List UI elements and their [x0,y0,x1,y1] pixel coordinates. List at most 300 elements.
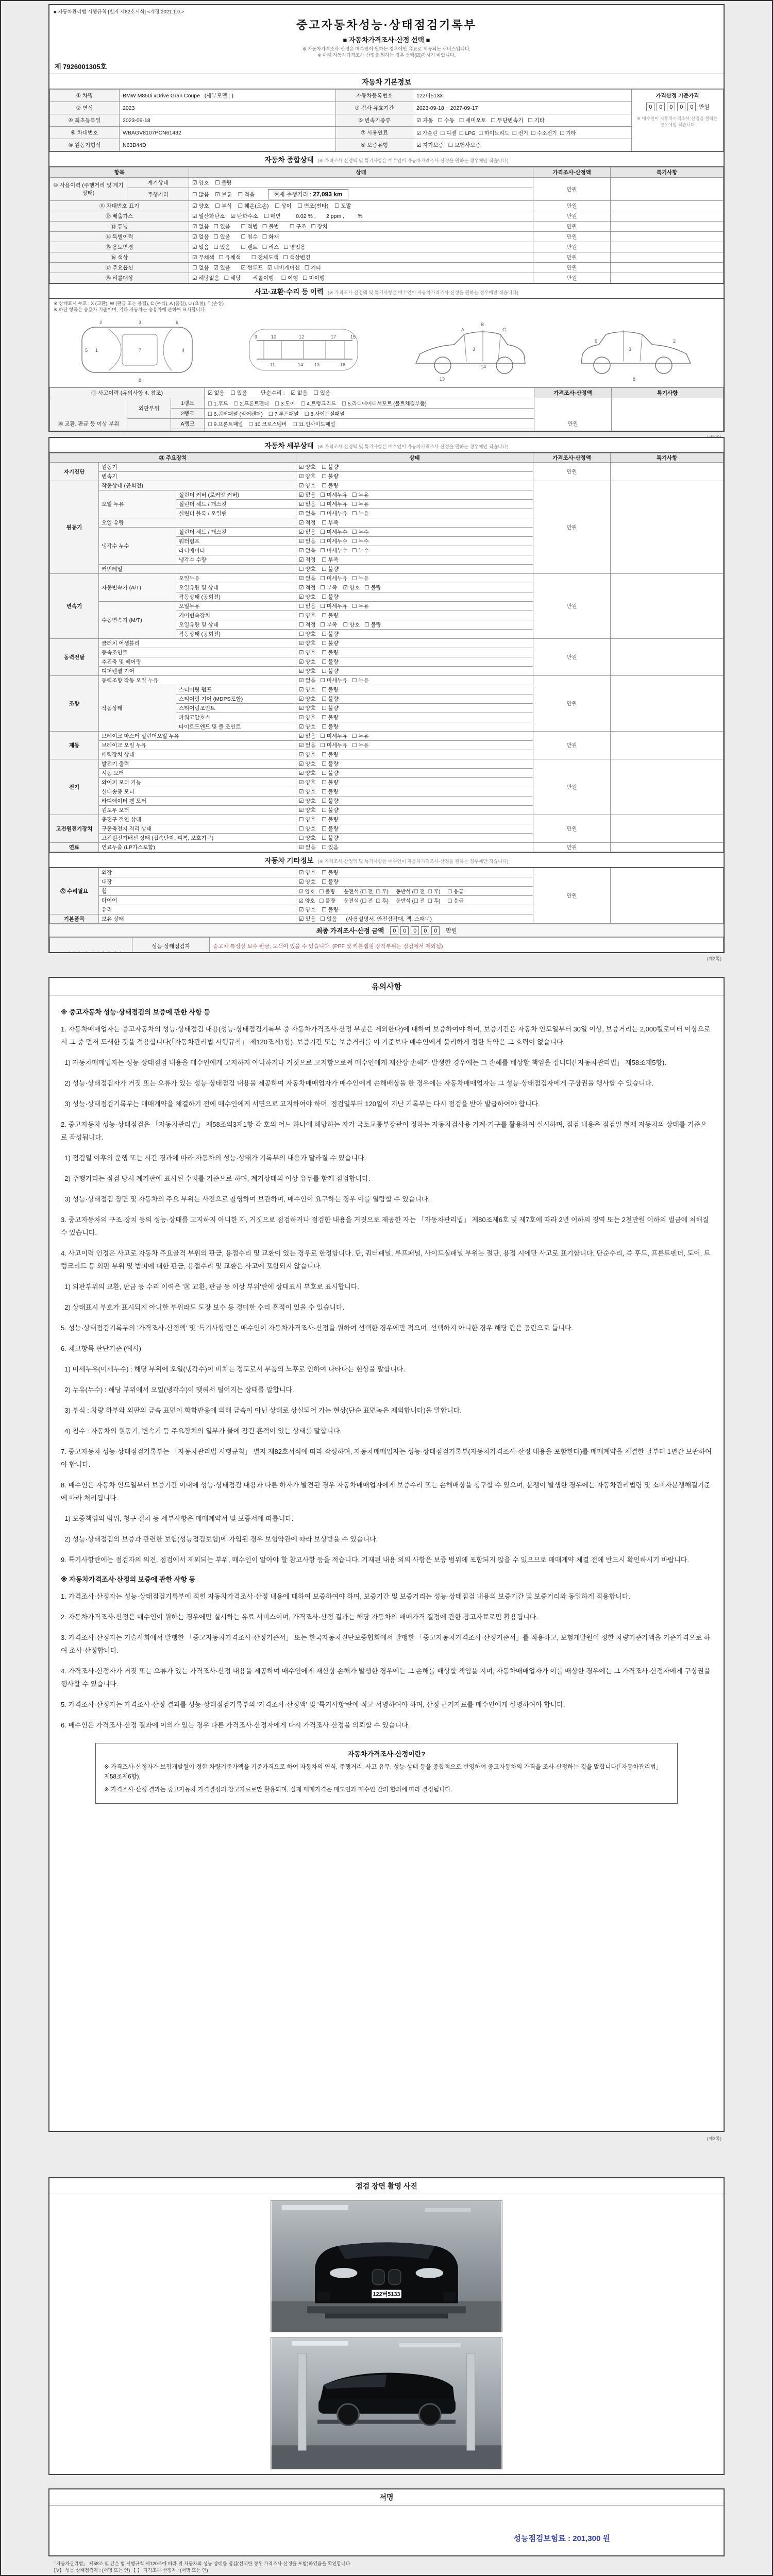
notices-title: 유의사항 [49,978,724,995]
part-cell: 실린더 커버 (로커암 커버) [176,490,296,500]
price-digit-box: 0 [657,103,665,111]
price-digit-box: 0 [677,103,685,111]
svg-text:3: 3 [472,347,475,352]
state-cell: ☑ 없음 ☐ 미세누유 ☐ 누유 [296,500,533,509]
svg-text:3: 3 [628,347,631,352]
notice-item: 3) 성능·상태점검기록부는 매매계약을 체결하기 전에 매수인에게 서면으로 고지하여야 하며, 점검일부터 120일이 지난 기록부는 다시 점검을 받아 발급하여야 합니다. [61,1100,540,1108]
part-cell: 휠 [99,887,296,896]
table-header-row [50,167,724,178]
part-cell: 윈도우 모터 [99,806,296,815]
notice-item: 9. 특기사항란에는 점검자의 의견, 점검에서 제외되는 부위, 매수인이 알아야 할 참고사항 등을 적습니다. 기재된 내용 외의 사항은 보증 범위에 포함되지 않을 수 있으므로 매매계약 체결 전에 반드시 확인하시기 바랍니다. [61,1556,689,1564]
state-cell: ☑ 양호 ☐ 불량 [296,877,533,887]
state-cell: ☐ 양호 ☐ 불량 [296,565,533,574]
column-header: ㉑ 주요장치 [50,453,296,463]
part-cell: 실린더 헤드 / 개스킷 [176,500,296,509]
notice-item: 1) 보증책임의 범위, 청구 절차 등 세부사항은 매매계약서 및 보증서에 따릅니다. [61,1515,294,1522]
note-cell [611,463,724,481]
label-cell: ④ 최초등록일 [50,114,120,127]
column-header: 가격조사·산정액 [533,167,611,178]
notice-item: 2) 누유(누수) : 해당 부위에서 오일(냉각수)이 맺혀서 떨어지는 상태를 말합니다. [61,1386,294,1394]
part-cell: 실린더 헤드 / 개스킷 [176,528,296,537]
price-cell: 만원 [533,732,611,759]
label-cell: ⑱ 리콜대상 [50,273,189,283]
part-cell: 배력장치 상태 [99,750,296,759]
base-price-digits [635,103,720,111]
definition-item: ※ 가격조사·산정자가 보험개발원이 정한 차량기준가액을 기준가격으로 하여 자동차의 연식, 주행거리, 사고 유무, 성능·상태 등을 종합적으로 반영하여 중고자동차의 가격을 조사·산정하는 것을 말합니다(「자동차관리법」 제58조제6항). [104,1764,664,1780]
label-cell: ③ 검사 유효기간 [336,102,413,114]
rank-cell [171,429,205,432]
state-code-legend: ※ 상태표시 부호 : X (교환), W (판금 또는 용접), C (부식), A (흠집), U (요철), T (손상) [54,301,224,306]
state-cell: ☑ 없음 ☐ 미세누유 ☐ 누유 [296,676,533,685]
car-diagram-area [49,299,724,387]
state-cell: ☑ 해당없음 ☐ 해당 리콜이행 : ☐ 이행 ☐ 미이행 [189,273,533,283]
state-cell: ☑ 없음 ☐ 미세누유 ☐ 누유 [296,509,533,518]
overall-state-row [50,273,724,283]
definition-item: ※ 가격조사·산정 결과는 중고자동차 가격결정의 참고자료로만 활용되며, 실제 매매가격은 매도인과 매수인 간의 합의에 따라 결정됩니다. [104,1787,452,1793]
svg-text:14: 14 [480,364,486,369]
engine-type-cell: N63B44D [120,139,336,151]
price-cell: 만원 [533,201,611,211]
item-cell: 커먼레일 [99,565,296,574]
part-cell: 스티어링 펌프 [176,685,296,694]
rank-items-cell [205,429,534,432]
notice-item: 2. 자동차가격조사·산정은 매수인이 원하는 경우에만 실시하는 유료 서비스이며, 가격조사·산정 결과는 해당 자동차의 매매가격 결정에 관한 참고자료로만 활용됩니다. [61,1613,538,1621]
label-cell: ① 차명 [50,90,120,102]
part-cell: 동력조향 작동 오일 누유 [99,676,296,685]
overall-state-row [50,242,724,252]
part-cell: 냉각수 수량 [176,555,296,565]
group-cell: 원동기 [50,481,99,574]
photos-section-title: 점검 장면 촬영 사진 [49,2178,724,2194]
item-cell: 작동상태 (공회전) [99,481,296,490]
registration-number-cell: 122버5133 [413,90,632,102]
notices-box [48,977,725,2132]
state-cell: ☑ 일산화탄소 ☑ 탄화수소 ☐ 매연 0.02 % , 2 ppm , % [189,211,533,222]
part-cell: 내장 [99,877,296,887]
state-cell: ☐ 양호 ☐ 불량 [296,834,533,843]
column-header: 가격조사·산정액 [534,388,612,398]
part-cell: 오일유량 및 상태 [176,583,296,592]
section-title-etc-info: 자동차 기타정보 (※ 가격조사·산정액 및 특기사항은 매수인이 자동차가격조사·산정을 원하는 경우에만 적습니다) [49,852,724,868]
state-cell: ☑ 양호 ☐ 불량 [296,722,533,732]
notice-item: 3) 성능·상태점검 장면 및 자동차의 주요 부위는 사진으로 촬영하여 보관하며, 매수인이 요구하는 경우 이를 열람할 수 있습니다. [61,1195,430,1203]
item-cell: 계기상태 [127,178,189,188]
notice-item: 1. 가격조사·산정자는 성능·상태점검기록부에 적힌 자동차가격조사·산정 내용에 대하여 보증하여야 하며, 보증기간 및 보증거리는 성능·상태점검 내용의 보증기간 및 보증거리와 동일하게 적용합니다. [61,1592,631,1600]
notice-item: 4. 사고이력 인정은 사고로 자동차 주요골격 부위의 판금, 용접수리 및 교환이 있는 경우로 한정합니다. 단, 쿼터패널, 루프패널, 사이드실패널 부위는 절단, 용접 시에만 사고로 표기합니다. 단순수리, 즉 후드, 프론트펜더, 도어, 트렁크리드 등 외판 부위 및 범퍼에 대한 판금, 용접수리 및 교환은 사고에 포함되지 않습니다. [61,1249,711,1270]
detail-state-box [48,437,725,953]
column-header: 특기사항 [611,167,724,178]
notice-section-heading: ※ 자동차가격조사·산정의 보증에 관한 사항 등 [61,1575,196,1583]
state-cell: ☑ 양호 ☐ 불량 [296,694,533,704]
overall-state-row [50,263,724,273]
rank-cell: 2랭크 [171,409,205,419]
signature-section-title: 서명 [49,2489,724,2505]
price-digit-box: 0 [667,103,675,111]
price-appraisal-definition-box [95,1743,678,1804]
part-cell: 오일유량 및 상태 [176,620,296,630]
group-cell: 연료 [50,843,99,852]
table-header-row [50,453,724,463]
header-notes [49,46,724,58]
state-cell: ☑ 양호 ☐ 불량 [296,796,533,806]
state-cell: ☑ 무채색 ☐ 유채색 ☐ 전체도색 ☐ 색상변경 [189,252,533,263]
state-cell: ☐ 양호 ☐ 불량 [296,815,533,824]
price-cell: 만원 [533,273,611,283]
accident-history-row [50,388,724,398]
accident-history-table [49,387,724,432]
detail-row [50,759,724,769]
part-cell: 오일누유 [176,574,296,583]
part-cell: 타이어 [99,896,296,905]
svg-text:B: B [480,322,484,327]
notice-item: 2) 주행거리는 점검 당시 계기판에 표시된 수치를 기준으로 하며, 계기상태의 이상 유무를 함께 점검합니다. [61,1175,371,1182]
note-cell [611,232,724,242]
state-cell: ☑ 없음 ☐ 미세누유 ☐ 누유 [296,741,533,750]
notice-item: 6. 매수인은 가격조사·산정 결과에 이의가 있는 경우 다른 가격조사·산정자에게 다시 가격조사·산정을 의뢰할 수 있습니다. [61,1721,410,1729]
label-cell: ② 연식 [50,102,120,114]
state-cell: ☐ 적정 ☐ 부족 ☐ 양호 ☐ 불량 [296,620,533,630]
price-cell: 만원 [533,815,611,843]
part-cell: 타이로드엔드 및 볼 조인트 [176,722,296,732]
state-cell: ☑ 양호 ☐ 불량 [296,704,533,713]
svg-text:A: A [461,327,464,332]
rank-items-cell: ☐ 9.프론트패널 ☐ 10.크로스멤버 ☐ 11.인사이드패널 [205,419,534,429]
first-registration-cell: 2023-09-18 [120,114,336,127]
state-cell: ☑ 없음 ☐ 미세누유 ☐ 누유 [296,490,533,500]
item-cell: 작동상태 [99,685,176,732]
definition-list [104,1762,669,1795]
group-cell: 자기진단 [50,463,99,481]
group-cell: 변속기 [50,574,99,639]
price-cell: 만원 [533,843,611,852]
transmission-type-cell: ☑ 자동 ☐ 수동 ☐ 세미오토 ☐ 무단변속기 ☐ 기타 [413,114,632,127]
state-cell: ☑ 없음 ☐ 미세누유 ☐ 누유 [296,574,533,583]
notice-list [61,1023,712,1566]
section-title-detail-state: 자동차 세부상태 (※ 가격조사·산정액 및 특기사항은 매수인이 자동차가격조사·산정을 원하는 경우에만 적습니다) [49,438,724,453]
overall-state-row [50,222,724,232]
overall-state-row [50,252,724,263]
price-cell: 만원 [533,759,611,815]
part-cell: 발전기 출력 [99,759,296,769]
svg-text:14: 14 [297,362,303,367]
part-cell: 시동 모터 [99,769,296,778]
license-plate-text: 122버5133 [373,2291,400,2298]
group-cell: 제동 [50,732,99,759]
detail-row [50,843,724,852]
part-cell: 오일누유 [176,602,296,611]
price-cell: 만원 [533,222,611,232]
part-cell: 실내송풍 모터 [99,787,296,796]
note-cell [612,398,724,432]
section-title-accident-history: 사고·교환·수리 등 이력 (※ 가격조사·산정액 및 특기사항은 매수인이 자동차가격조사·산정을 원하는 경우에만 적습니다) [49,283,724,299]
note-cell [611,574,724,639]
price-cell: 만원 [533,463,611,481]
price-cell: 만원 [533,211,611,222]
notice-item: 2) 성능·상태점검의 보증과 관련한 보험(성능점검보험)에 가입된 경우 보험약관에 따라 보상받을 수 있습니다. [61,1535,378,1543]
detail-row [50,639,724,648]
section-note: (※ 가격조사·산정액 및 특기사항은 매수인이 자동차가격조사·산정을 원하는 경우에만 적습니다) [317,859,509,864]
state-cell: ☑ 양호 ☐ 불량 [296,472,533,481]
note-cell [611,639,724,676]
svg-text:13: 13 [314,362,320,367]
state-cell: ☑ 없음 ☐ 있음 [296,843,533,852]
part-cell: 와이퍼 모터 기능 [99,778,296,787]
rank-items-cell: ☐ 6.쿼터패널 (리어펜더) ☐ 7.루프패널 ☐ 8.사이드실패널 [205,409,534,419]
state-cell: ☑ 없음 ☐ 미세누유 ☐ 누유 [296,732,533,741]
svg-text:2: 2 [99,320,102,325]
legal-footer-line: 【V】 성능·상태점검자 : (서명 또는 인) 【 】 가격조사·산정자 : (서명 또는 인) [52,2568,208,2573]
svg-text:C: C [502,327,506,332]
state-cell: ☑ 없음 ☐ 있음 ☐ 렌트 ☐ 리스 ☐ 영업용 [189,242,533,252]
state-cell: ☑ 양호 ☐ 불량 [296,463,533,472]
svg-text:10: 10 [271,334,276,340]
document-number: 제 7926001305호 [55,63,107,71]
detail-row [50,481,724,490]
opinion-label-cell [50,938,132,954]
detail-row [50,463,724,472]
definition-box-title: 자동차가격조사·산정이란? [347,1750,426,1758]
price-cell: 만원 [533,252,611,263]
notice-item: 3. 가격조사·산정자는 기술사회에서 발행한 「중고자동차가격조사·산정기준서」 또는 한국자동차진단보증협회에서 발행한 「중고자동차가격조사·산정기준서」를 적용하고, 보험개발원이 정한 차량기준가액을 기준가격으로 하여 조사·산정합니다. [61,1634,711,1654]
group-cell: 고전원전기장치 [50,815,99,843]
notice-item: 1) 외판부위의 교환, 판금 등 수리 이력은 '⑳ 교환, 판금 등 이상 부위'란에 상태표시 부호로 표시합니다. [61,1283,359,1291]
note-cell [611,178,724,201]
label-cell: ⑫ 배출가스 [50,211,189,222]
notice-list [61,1590,712,1732]
label-cell: 자동차등록번호 [336,90,413,102]
label-cell: ⑰ 주요옵션 [50,263,189,273]
detail-row [50,732,724,741]
form-reference: ■ 자동차관리법 시행규칙 [별지 제82호서식] <개정 2021.1.9.> [54,9,184,15]
state-cell: ☑ 적정 ☐ 부족 ☑ 양호 ☐ 불량 [296,583,533,592]
part-cell: 연료누출 (LP가스포함) [99,843,296,852]
notice-item: 1) 미세누유(미세누수) : 해당 부위에 오일(냉각수)이 비치는 정도로서 부품의 노후로 인하여 나타나는 현상을 말합니다. [61,1365,405,1373]
detail-row [50,815,724,824]
note-cell [611,211,724,222]
price-cell: 만원 [533,242,611,252]
inspection-photo-front [271,2200,502,2332]
current-mileage-box: 현재 주행거리 : 27,093 km [268,189,348,199]
label-cell: ⑥ 차대번호 [50,127,120,139]
item-cell: 변속기 [99,472,296,481]
notice-item: 3. 중고자동차의 구조·장치 등의 성능·상태를 고지하지 아니한 자, 거짓으로 점검하거나 점검한 내용을 거짓으로 제공한 자는 「자동차관리법」 제80조제6호 및 제7호에 따라 2년 이하의 징역 또는 2천만원 이하의 벌금에 처해질 수 있습니다. [61,1216,711,1236]
part-cell: 등속조인트 [99,648,296,657]
svg-text:9: 9 [254,334,257,340]
price-digit-box: 0 [431,926,440,935]
price-cell: 만원 [534,398,612,432]
header-note-line: ※ 아래 자동차가격조사·산정을 원하는 경우 선택(☑)하시기 바랍니다. [317,53,456,58]
header-note-line: ※ 자동차가격조사·산정은 매수인이 원하는 경우에만 유료로 제공되는 서비스입니다. [302,46,471,52]
state-cell: ☐ 없음 ☐ 미세누유 ☐ 누유 [296,602,533,611]
state-cell: ☑ 없음 ☐ 미세누수 ☐ 누수 [296,528,533,537]
group-cell: 동력전달 [50,639,99,676]
item-cell: 자동변속기 (A/T) [99,574,176,602]
part-cell: 라디에이터 팬 모터 [99,796,296,806]
inspector-opinion-table [49,937,724,953]
accident-state-cell: ☑ 없음 ☐ 있음 단순수리 : ☑ 없음 ☐ 있음 [205,388,534,398]
column-header: 특기사항 [612,388,724,398]
price-digit-box: 0 [411,926,419,935]
part-cell: 유리 [99,905,296,914]
price-digit-box: 0 [390,926,398,935]
part-cell: 디퍼렌셜 기어 [99,667,296,676]
car-frame-view-diagram [239,314,368,386]
price-digit-box: 0 [646,103,654,111]
price-cell: 만원 [533,676,611,732]
state-cell: ☑ 양호 ☐ 부식 ☐ 훼손(오손) ☐ 상이 ☐ 변조(변타) ☐ 도말 [189,201,533,211]
note-cell [611,201,724,211]
label-cell: ⑦ 사용연료 [336,127,413,139]
note-cell [611,263,724,273]
state-cell: ☑ 양호 ☐ 불량 [296,769,533,778]
state-cell: ☑ 적정 ☐ 부족 [296,518,533,528]
exchange-label-cell: ⑳ 교환, 판금 등 이상 부위 [50,398,127,432]
price-cell: 만원 [533,263,611,273]
final-price-unit: 만원 [446,928,457,934]
price-cell: 만원 [533,868,611,924]
signature-box [48,2488,725,2556]
price-cell: 만원 [533,178,611,201]
part-cell: 기어변속장치 [176,611,296,620]
state-cell: ☐ 양호 ☐ 불량 [296,611,533,620]
svg-text:11: 11 [270,362,275,367]
label-cell: ⑮ 용도변경 [50,242,189,252]
svg-text:13: 13 [439,377,445,382]
label-cell: ⑧ 원동기형식 [50,139,120,151]
legal-footer [52,2561,721,2574]
part-cell: 실린더 블록 / 오일팬 [176,509,296,518]
legal-footer-line: 「자동차관리법」 제58조 및 같은 법 시행규칙 제120조에 따라 위 자동차의 성능·상태를 점검(선택한 경우 가격조사·산정을 포함)하였음을 확인합니다. [52,2561,351,2566]
page-title: 중고자동차성능·상태점검기록부 [296,19,477,31]
price-cell: 만원 [533,481,611,574]
main-form-box [48,4,725,432]
page-marker: (제3쪽) [707,2136,721,2141]
inspector-role-cell: 성능·상태점검자 [132,938,210,954]
column-header: 특기사항 [611,453,724,463]
state-cell: ☑ 있음 ☐ 없음 (사용설명서, 안전삼각대, 잭, 스패너) [296,914,533,924]
note-cell [611,815,724,843]
notice-item: 4. 가격조사·산정자가 거짓 또는 오류가 있는 가격조사·산정 내용을 제공하여 매수인에게 재산상 손해가 발생한 경우에는 그 손해를 배상할 책임을 지며, 자동차매매업자가 이를 배상한 경우에는 그 가격조사·산정자에게 구상권을 행사할 수 있습니다. [61,1667,713,1688]
note-cell [611,868,724,924]
table-row [50,102,724,114]
mileage-state-cell: ☐ 많음 ☑ 보통 ☐ 적음 현재 주행거리 : 27,093 km [189,188,533,201]
label-cell: ⑯ 색상 [50,252,189,263]
label-cell: ⑤ 변속기종류 [336,114,413,127]
state-cell: ☑ 양호 ☐ 불량 [296,639,533,648]
price-digit-box: 0 [687,103,696,111]
part-cell: 작동상태 (공회전) [176,630,296,639]
part-cell: 보유 상태 [99,914,296,924]
part-cell: 작동상태 (공회전) [176,592,296,602]
notice-item: 5. 가격조사·산정자는 가격조사·산정 결과를 성능·상태점검기록부의 '가격조사·산정액' 및 '특기사항'란에 적고 서명하여야 하며, 산정 근거자료를 매수인에게 설명하여야 합니다. [61,1701,565,1708]
notice-item: 4) 침수 : 자동차의 원동기, 변속기 등 주요장치의 일부가 물에 잠긴 흔적이 있는 상태를 말합니다. [61,1427,342,1435]
premium-amount: 201,300 원 [573,2534,610,2543]
state-cell: ☑ 양호 ☐ 불량 [296,685,533,694]
notice-item: 6. 체크항목 판단기준 (예시) [61,1345,141,1352]
opinion-row [50,938,724,954]
state-cell: ☑ 양호 ☐ 불량 [296,905,533,914]
rank-cell: A랭크 [171,419,205,429]
svg-text:12: 12 [298,334,304,340]
table-row [50,127,724,139]
group-cell: 기본품목 [50,914,99,924]
outer-panel-label: 외판부위 [127,398,171,419]
vin-cell: WBAGV8107PCN61432 [120,127,336,139]
state-cell: ☑ 양호 ☐ 불량 [296,750,533,759]
notice-section-heading: ※ 중고자동차 성능·상태점검의 보증에 관한 사항 등 [61,1008,210,1016]
svg-text:1: 1 [95,348,98,353]
svg-text:2: 2 [673,338,676,344]
vehicle-name-cell: BMW M850i xDrive Gran Coupe (세부모델 : ) [120,90,336,102]
notice-item: 2) 상태표시 부호가 표시되지 아니한 부위라도 도장 보수 등 경미한 수리 흔적이 있을 수 있습니다. [61,1303,345,1311]
item-cell: 오일 유량 [99,518,296,528]
warranty-type-cell: ☑ 자가보증 ☐ 보험사보증 [413,139,632,151]
inspection-period-cell: 2023-09-18 ~ 2027-09-17 [413,102,632,114]
state-cell: ☑ 없음 ☐ 있음 ☐ 적법 ☐ 불법 ☐ 구조 ☐ 장치 [189,222,533,232]
current-mileage-value: 27,093 km [313,191,343,198]
item-cell: 오일 누유 [99,490,176,518]
inspection-insurance-premium: 성능점검보험료 : 201,300 원 [513,2534,610,2543]
part-cell: 클러치 어셈블리 [99,639,296,648]
part-cell: 외장 [99,868,296,877]
overall-state-row [50,232,724,242]
section-note: (※ 가격조사·산정액 및 특기사항은 매수인이 자동차가격조사·산정을 원하는 경우에만 적습니다) [317,158,509,163]
detail-row [50,574,724,583]
svg-text:6: 6 [594,338,597,344]
group-cell: 전기 [50,759,99,815]
usage-history-row [50,178,724,188]
state-cell: ☑ 양호 ☐ 불량 [296,868,533,877]
notice-item: 7. 중고자동차 성능·상태점검기록부는 「자동차관리법 시행규칙」 별지 제82호서식에 따라 작성하며, 자동차매매업자는 성능·상태점검기록부(자동차가격조사·산정 내용을 포함한다)를 매매계약을 체결한 날부터 1년간 보관하여야 합니다. [61,1448,712,1468]
overall-state-row [50,201,724,211]
price-digit-box: 0 [421,926,429,935]
inspector-comment-cell: 중고차 특성상 보수 판금, 도색이 있을 수 있습니다. (PPF 및 카본랩핑 장착부위는 점검에서 제외됨) [210,938,724,954]
column-header: 상태 [296,453,533,463]
diagram-note: ※ 하단 항목은 승용차 기준이며, 기타 자동차는 승용차에 준하여 표시합니다. [54,307,206,312]
state-cell: ☑ 양호 ☐ 불량 [296,657,533,667]
svg-text:4: 4 [181,348,184,353]
state-cell: ☑ 양호 ☐ 불량 [296,713,533,722]
model-year-cell: 2023 [120,102,336,114]
etc-info-table [49,868,724,924]
label-cell: ⑬ 튜닝 [50,222,189,232]
part-cell: 파워고압호스 [176,713,296,722]
note-cell [611,242,724,252]
svg-text:15: 15 [350,334,356,340]
price-cell: 만원 [533,232,611,242]
state-cell: ☑ 양호 ☐ 불량 운전석 (☐ 전 ☐ 후) 동반석 (☐ 전 ☐ 후) ☐ 응급 [296,896,533,905]
state-cell: ☐ 없음 ☑ 있음 ☑ 썬루프 ☑ 네비게이션 ☐ 기타 [189,263,533,273]
notice-item: 1) 자동차매매업자는 성능·상태점검 내용을 매수인에게 고지하지 아니하거나 거짓으로 고지함으로써 매수인에게 재산상 손해가 발생한 경우에는 그 손해를 배상할 책임을 집니다(「자동차관리법」 제58조제5항). [61,1059,666,1066]
state-cell: ☑ 양호 ☐ 불량 [296,787,533,796]
detail-state-table [49,453,724,852]
state-cell: ☑ 적정 ☐ 부족 [296,555,533,565]
price-cell: 만원 [533,639,611,676]
price-digit-box: 0 [400,926,409,935]
note-cell [611,843,724,852]
state-cell: ☑ 양호 ☐ 불량 [296,778,533,787]
group-cell: ㉒ 수리필요 [50,868,99,914]
item-cell: 수동변속기 (M/T) [99,602,176,639]
state-cell: ☑ 양호 ☐ 불량 [296,667,533,676]
state-cell: ☑ 양호 ☐ 불량 [296,806,533,815]
notice-item: 1) 점검일 이후의 운행 또는 시간 경과에 따라 자동차의 성능·상태가 기록부의 내용과 달라질 수 있습니다. [61,1154,366,1162]
part-cell: 라디에이터 [176,546,296,555]
base-price-label: 가격산정 기준가격 [656,93,699,99]
svg-text:17: 17 [330,334,336,340]
car-left-side-diagram [406,314,534,386]
page-marker: (제2쪽) [707,956,721,961]
